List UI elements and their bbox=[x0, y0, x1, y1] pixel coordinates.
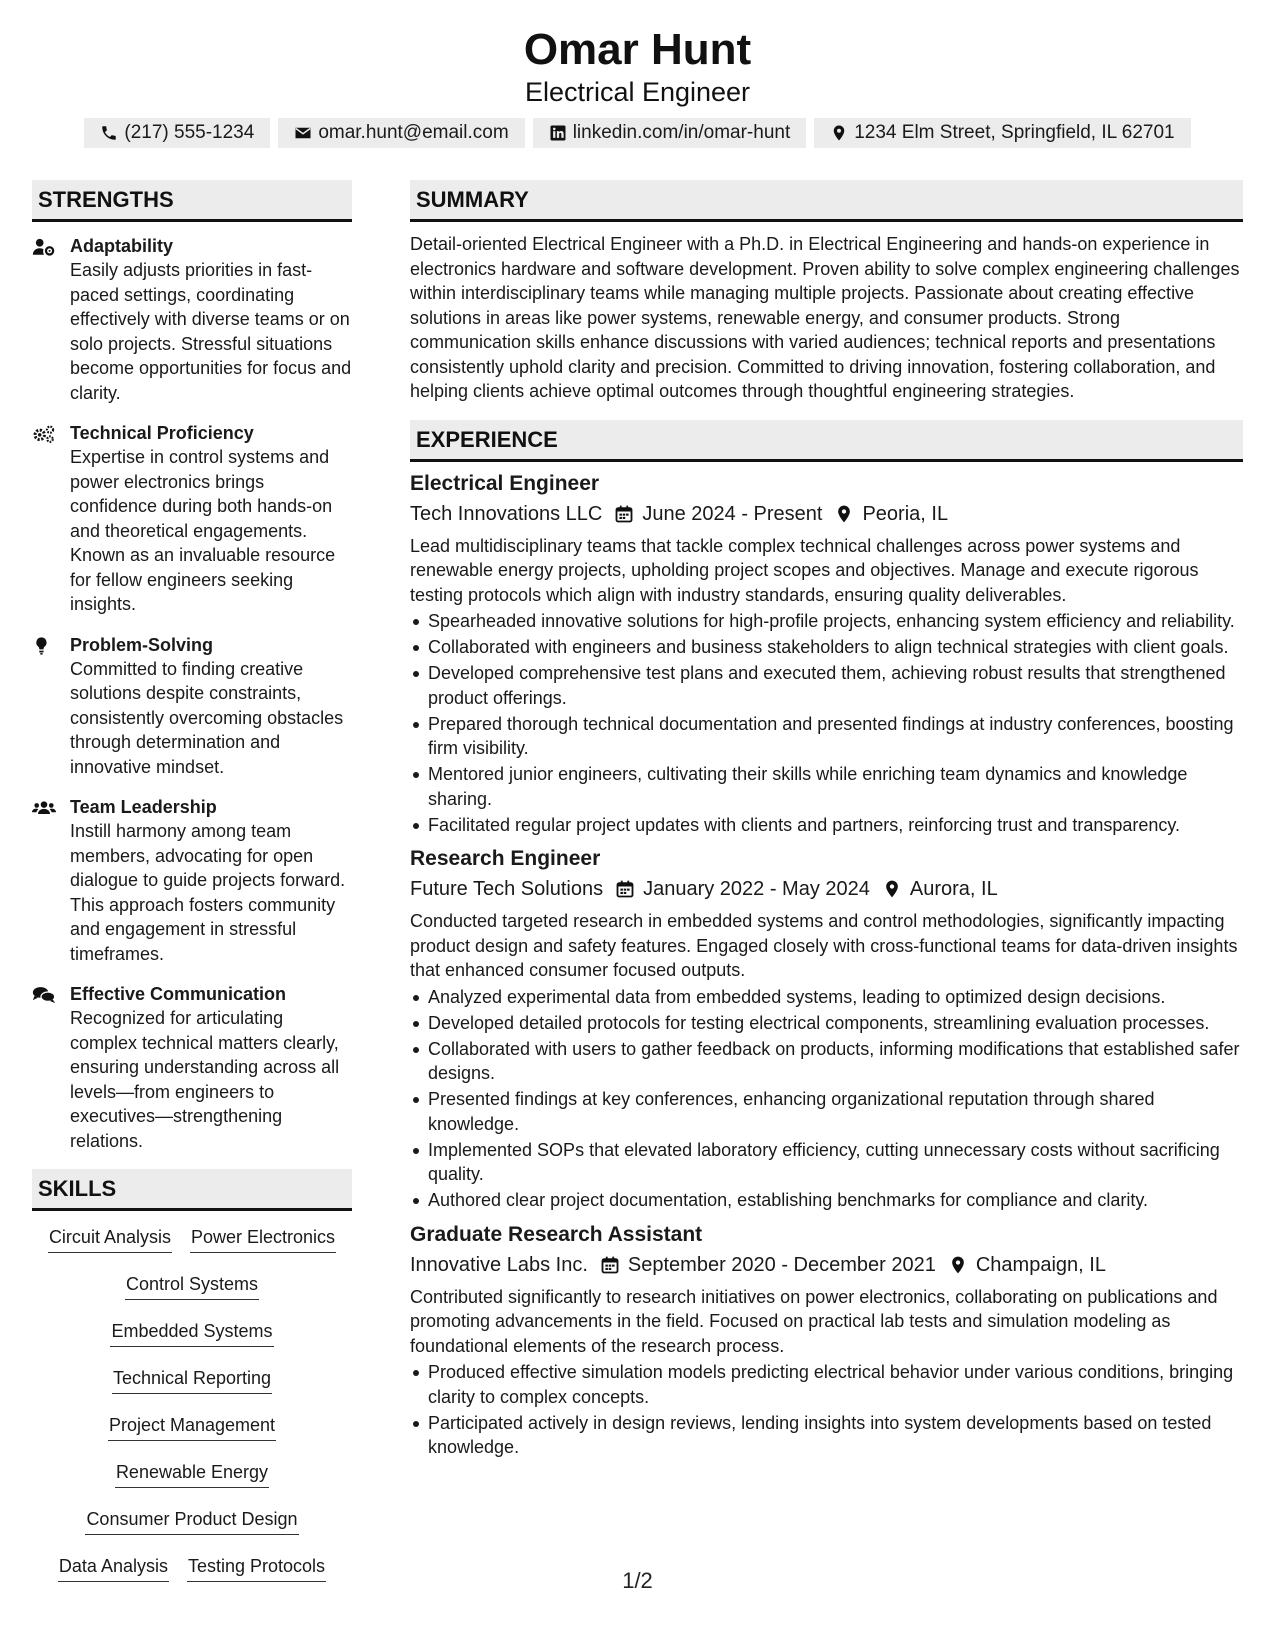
user-gear-icon bbox=[32, 237, 56, 257]
candidate-title: Electrical Engineer bbox=[524, 77, 751, 107]
strength-title: Team Leadership bbox=[70, 797, 217, 817]
job-title: Research Engineer bbox=[410, 847, 601, 870]
map-pin-icon bbox=[948, 1255, 968, 1275]
map-pin-icon bbox=[834, 504, 854, 524]
strength-title: Adaptability bbox=[70, 236, 174, 256]
candidate-name: Omar Hunt bbox=[523, 25, 752, 74]
job-dates: September 2020 - December 2021 bbox=[627, 1253, 936, 1276]
contact-linkedin[interactable] bbox=[533, 118, 807, 148]
left-column bbox=[32, 180, 352, 1595]
job-entry bbox=[410, 470, 1243, 838]
bullet-item: Spearheaded innovative solutions for high-profile projects, enhancing system efficiency and reliability. bbox=[410, 609, 1243, 634]
job-description: Contributed significantly to research initiatives on power electronics, collaborating on publications and promoting advancements in the field. Focused on practical lab tests and simulation modeling as foundational elements of the research process. bbox=[410, 1286, 1218, 1356]
lightbulb-icon bbox=[32, 636, 56, 656]
skill-tag: Data Analysis bbox=[58, 1548, 169, 1582]
strength-item bbox=[32, 795, 352, 966]
envelope-icon bbox=[294, 124, 312, 142]
bullet-item: Presented findings at key conferences, enhancing organizational reputation through shared knowledge. bbox=[410, 1087, 1243, 1136]
contact-email[interactable] bbox=[278, 118, 524, 148]
strength-desc: Recognized for articulating complex technical matters clearly, ensuring understanding across all levels—from engineers to executives—strengthening relations. bbox=[70, 1008, 340, 1151]
resume-header bbox=[0, 24, 1275, 148]
job-meta bbox=[410, 1251, 1243, 1279]
job-location: Champaign, IL bbox=[975, 1253, 1106, 1276]
calendar-icon bbox=[600, 1255, 620, 1275]
bullet-item: Authored clear project documentation, establishing benchmarks for compliance and clarity. bbox=[410, 1188, 1243, 1213]
strength-desc: Instill harmony among team members, advocating for open dialogue to guide projects forward. This approach fosters community and engagement in stressful timeframes. bbox=[70, 821, 346, 964]
skills-list bbox=[32, 1211, 352, 1595]
gears-icon bbox=[32, 424, 56, 444]
bullet-item: Implemented SOPs that elevated laboratory efficiency, cutting unnecessary costs without sacrificing quality. bbox=[410, 1138, 1243, 1187]
address-text: 1234 Elm Street, Springfield, IL 62701 bbox=[854, 122, 1175, 143]
phone-text: (217) 555-1234 bbox=[124, 122, 255, 143]
strength-item bbox=[32, 633, 352, 780]
job-company: Tech Innovations LLC bbox=[410, 502, 603, 525]
bullet-item: Developed detailed protocols for testing electrical components, streamlining evaluation processes. bbox=[410, 1011, 1243, 1036]
right-column bbox=[410, 180, 1243, 1461]
email-text: omar.hunt@email.com bbox=[318, 122, 509, 143]
summary-text: Detail-oriented Electrical Engineer with a Ph.D. in Electrical Engineering and hands-on experience in electronics hardware and software development. Proven ability to solve complex engineering challenges within interdisciplinary teams while managing multiple projects. Passionate about creating effective solutions in areas like power systems, renewable energy, and consumer products. Strong communication skills enhance discussions with varied audiences; technical reports and presentations consistently uphold clarity and precision. Committed to driving innovation, fostering collaboration, and helping clients achieve optimal outcomes through thoughtful engineering strategies. bbox=[410, 234, 1240, 401]
bullet-item: Analyzed experimental data from embedded systems, leading to optimized design decisions. bbox=[410, 985, 1243, 1010]
bullet-item: Prepared thorough technical documentation and presented findings at industry conferences, boosting firm visibility. bbox=[410, 712, 1243, 761]
job-location: Peoria, IL bbox=[862, 502, 949, 525]
strength-desc: Committed to finding creative solutions despite constraints, consistently overcoming obstacles through determination and innovative mindset. bbox=[70, 658, 344, 777]
strength-item bbox=[32, 982, 352, 1153]
skill-tag: Circuit Analysis bbox=[48, 1219, 172, 1253]
skill-tag: Control Systems bbox=[125, 1266, 259, 1300]
strengths-list bbox=[32, 234, 352, 1153]
strength-item bbox=[32, 421, 352, 617]
bullet-item: Produced effective simulation models predicting electrical behavior under various conditions, bringing clarity to complex concepts. bbox=[410, 1360, 1243, 1409]
skill-tag: Technical Reporting bbox=[112, 1360, 272, 1394]
job-bullets bbox=[410, 985, 1243, 1213]
phone-icon bbox=[100, 124, 118, 142]
job-company: Innovative Labs Inc. bbox=[410, 1253, 588, 1276]
job-meta bbox=[410, 500, 1243, 528]
skills-heading: SKILLS bbox=[32, 1169, 352, 1211]
strength-item bbox=[32, 234, 352, 405]
bullet-item: Developed comprehensive test plans and executed them, achieving robust results that strengthened product offerings. bbox=[410, 661, 1243, 710]
job-description: Conducted targeted research in embedded systems and control methodologies, significantly impacting product design and safety features. Engaged closely with cross-functional teams for data-driven insights that enhanced consumer focused outputs. bbox=[410, 911, 1238, 980]
bullet-item: Mentored junior engineers, cultivating their skills while enriching team dynamics and knowledge sharing. bbox=[410, 762, 1243, 811]
job-entry bbox=[410, 845, 1243, 1213]
page-indicator: 1/2 bbox=[622, 1568, 653, 1593]
job-dates: June 2024 - Present bbox=[642, 502, 823, 525]
users-icon bbox=[32, 798, 56, 818]
contact-phone[interactable] bbox=[84, 118, 270, 148]
strengths-heading: STRENGTHS bbox=[32, 180, 352, 222]
strength-title: Problem-Solving bbox=[70, 634, 214, 655]
experience-heading: EXPERIENCE bbox=[410, 420, 1243, 462]
skills-section bbox=[32, 1169, 352, 1595]
calendar-icon bbox=[614, 504, 634, 524]
job-entry bbox=[410, 1221, 1243, 1460]
strength-desc: Expertise in control systems and power electronics brings confidence during both hands-on and theoretical engagements. Known as an invaluable resource for fellow engineers seeking insights. bbox=[70, 447, 336, 614]
skill-tag: Power Electronics bbox=[190, 1219, 336, 1253]
map-pin-icon bbox=[830, 124, 848, 142]
skill-tag: Testing Protocols bbox=[187, 1548, 326, 1582]
job-title: Graduate Research Assistant bbox=[410, 1222, 703, 1246]
bullet-item: Participated actively in design reviews, lending insights into system developments based on tested knowledge. bbox=[410, 1411, 1243, 1460]
bullet-item: Collaborated with users to gather feedback on products, informing modifications that established safer designs. bbox=[410, 1037, 1243, 1086]
summary-heading: SUMMARY bbox=[410, 180, 1243, 222]
job-meta bbox=[410, 875, 1243, 903]
job-bullets bbox=[410, 1360, 1243, 1460]
linkedin-icon bbox=[549, 124, 567, 142]
comments-icon bbox=[32, 985, 56, 1005]
job-location: Aurora, IL bbox=[909, 878, 998, 900]
skill-tag: Project Management bbox=[108, 1407, 276, 1441]
job-title: Electrical Engineer bbox=[410, 471, 600, 495]
bullet-item: Facilitated regular project updates with clients and partners, reinforcing trust and transparency. bbox=[410, 813, 1243, 838]
job-company: Future Tech Solutions bbox=[410, 878, 604, 900]
skill-tag: Renewable Energy bbox=[115, 1454, 269, 1488]
strength-title: Technical Proficiency bbox=[70, 423, 254, 443]
contact-bar bbox=[0, 118, 1275, 148]
strength-title: Effective Communication bbox=[70, 984, 287, 1004]
calendar-icon bbox=[615, 879, 635, 899]
bullet-item: Collaborated with engineers and business stakeholders to align technical strategies with client goals. bbox=[410, 635, 1243, 660]
job-bullets bbox=[410, 609, 1243, 837]
linkedin-text: linkedin.com/in/omar-hunt bbox=[572, 122, 791, 143]
skill-tag: Consumer Product Design bbox=[85, 1501, 298, 1535]
map-pin-icon bbox=[882, 879, 902, 899]
strength-desc: Easily adjusts priorities in fast-paced settings, coordinating effectively with diverse teams or on solo projects. Stressful situations become opportunities for focus and clarity. bbox=[70, 260, 352, 403]
contact-address[interactable] bbox=[814, 118, 1190, 148]
job-dates: January 2022 - May 2024 bbox=[643, 878, 870, 900]
skill-tag: Embedded Systems bbox=[110, 1313, 273, 1347]
job-description: Lead multidisciplinary teams that tackle complex technical challenges across power systems and renewable energy projects, upholding project scopes and objectives. Manage and execute rigorous testing protocols which align with industry standards, ensuring quality deliverables. bbox=[410, 535, 1199, 605]
